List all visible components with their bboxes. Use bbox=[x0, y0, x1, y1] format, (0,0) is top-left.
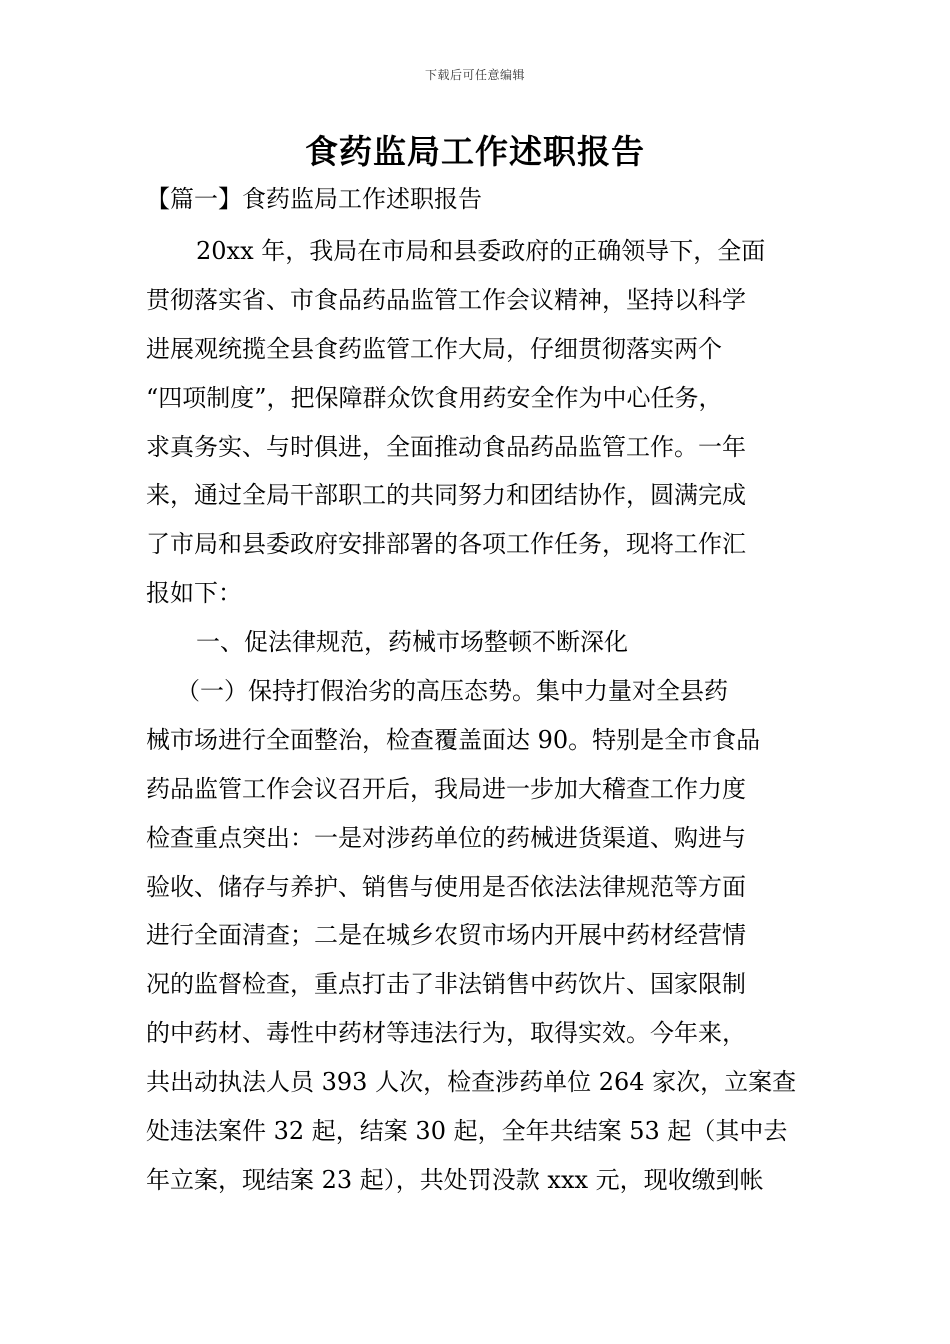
paragraph-line: 验收、储存与养护、销售与使用是否依法法律规范等方面 bbox=[146, 872, 746, 901]
paragraph-line: 药品监管工作会议召开后，我局进一步加大稽查工作力度 bbox=[146, 774, 746, 803]
document-title: 食药监局工作述职报告 bbox=[305, 132, 645, 171]
body-text bbox=[146, 227, 806, 1205]
header-note: 下载后可任意编辑 bbox=[424, 68, 525, 82]
paragraph-line: 报如下： bbox=[146, 579, 242, 608]
subsection-heading: 一、促法律规范，药械市场整顿不断深化 bbox=[196, 628, 628, 657]
paragraph-line: 20xx 年，我局在市局和县委政府的正确领导下，全面 bbox=[196, 237, 766, 265]
paragraph-line: 的中药材、毒性中药材等违法行为，取得实效。今年来， bbox=[146, 1019, 746, 1048]
paragraph-line: 求真务实、与时俱进，全面推动食品药品监管工作。一年 bbox=[146, 432, 746, 461]
paragraph-line: 贯彻落实省、市食品药品监管工作会议精神，坚持以科学 bbox=[146, 285, 746, 314]
paragraph-line: 共出动执法人员 393 人次，检查涉药单位 264 家次，立案查 bbox=[146, 1068, 797, 1097]
paragraph-line: 了市局和县委政府安排部署的各项工作任务，现将工作汇 bbox=[146, 530, 746, 559]
paragraph-line: （一）保持打假治劣的高压态势。集中力量对全县药 bbox=[176, 677, 728, 706]
paragraph-line: 况的监督检查，重点打击了非法销售中药饮片、国家限制 bbox=[146, 970, 746, 999]
paragraph-line: 进行全面清查；二是在城乡农贸市场内开展中药材经营情 bbox=[146, 921, 746, 950]
paragraph-line: 年立案，现结案 23 起），共处罚没款 xxx 元，现收缴到帐 bbox=[146, 1165, 764, 1194]
paragraph-line: 械市场进行全面整治，检查覆盖面达 90。特别是全市食品 bbox=[146, 725, 761, 754]
paragraph-line: 来，通过全局干部职工的共同努力和团结协作，圆满完成 bbox=[146, 481, 746, 510]
paragraph-line: 检查重点突出：一是对涉药单位的药械进货渠道、购进与 bbox=[146, 823, 746, 852]
section-heading: 【篇一】食药监局工作述职报告 bbox=[146, 185, 482, 213]
paragraph-line: 处违法案件 32 起，结案 30 起，全年共结案 53 起（其中去 bbox=[146, 1117, 788, 1146]
paragraph-line: 进展观统揽全县食药监管工作大局，仔细贯彻落实两个 bbox=[146, 334, 722, 363]
paragraph-line: “四项制度”，把保障群众饮食用药安全作为中心任务， bbox=[146, 383, 723, 412]
